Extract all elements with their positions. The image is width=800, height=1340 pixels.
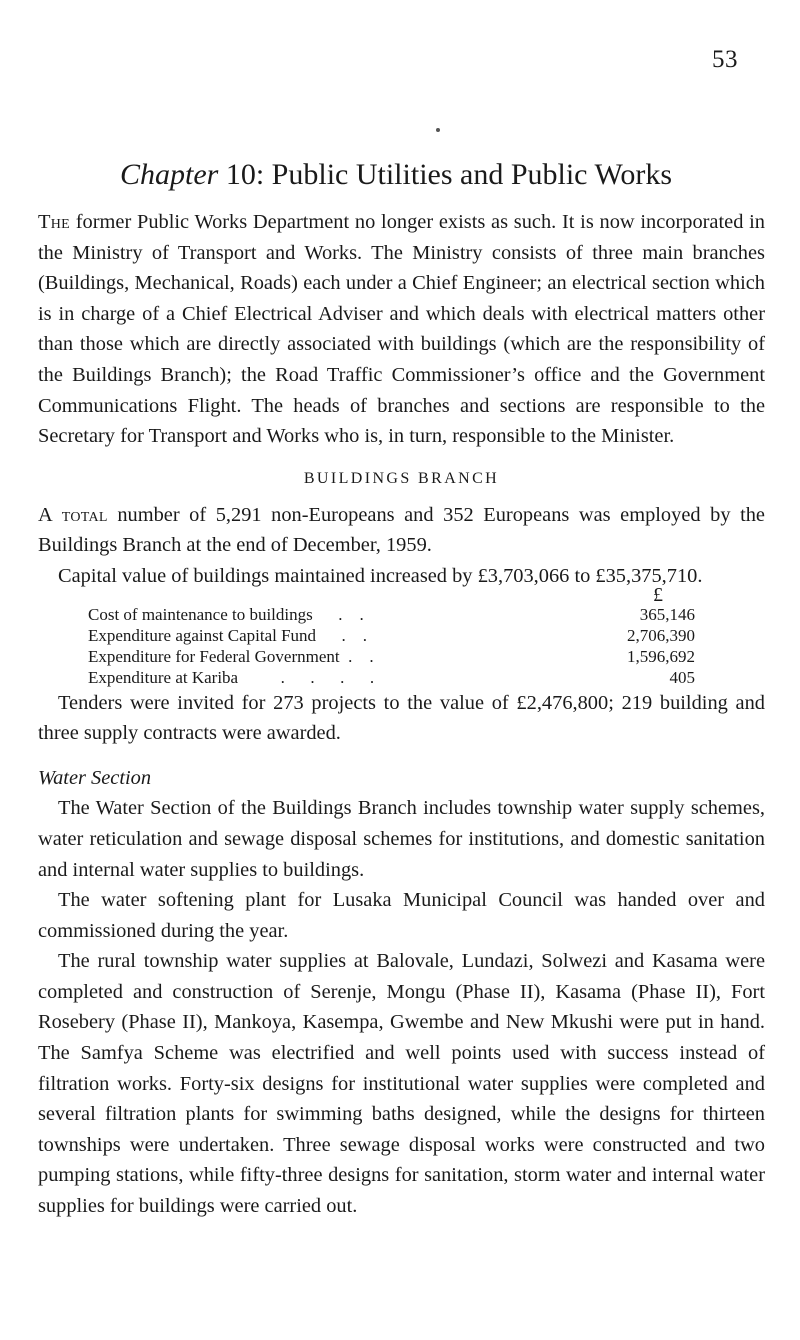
table-row-amount: 365,146 (639, 604, 695, 624)
table-row (88, 667, 695, 688)
table-row-amount: 405 (669, 667, 695, 687)
water-paragraph-2: The water softening plant for Lusaka Municipal Council was handed over and commissioned during the year. (38, 889, 765, 942)
buildings-lead: A total (38, 503, 108, 526)
page-content (38, 207, 765, 1222)
table-row-label: Expenditure at Kariba . . . . (88, 667, 375, 687)
table-row (88, 646, 695, 667)
chapter-number-title: 10: Public Utilities and Public Works (218, 158, 673, 191)
table-row-label: Expenditure against Capital Fund . . (88, 625, 368, 645)
buildings-text: number of 5,291 non-Europeans and 352 Europeans was employed by the Buildings Branch at the end of December, 1959. (38, 503, 765, 557)
page-number: 53 (712, 46, 738, 73)
buildings-paragraph-2: Capital value of buildings maintained increased by £3,703,066 to £35,375,710. (58, 564, 703, 587)
decorative-dot (436, 128, 440, 132)
buildings-paragraph-1 (38, 500, 765, 561)
table-row-amount: 2,706,390 (627, 625, 695, 645)
expenditure-table (38, 583, 695, 688)
chapter-prefix: Chapter (120, 158, 219, 191)
table-row-amount: 1,596,692 (627, 646, 695, 666)
currency-symbol: £ (653, 583, 663, 606)
table-row-label: Expenditure for Federal Government . . (88, 646, 374, 666)
intro-paragraph (38, 207, 765, 452)
intro-text: former Public Works Department no longer exists as such. It is now incorporated in the Ministry of Transport and Works. The Ministry consists of three main branches (Buildings, Mechanical, Roads) each under a Chief Engineer; an electrical section which is in charge of a Chief Electrical Adviser and which deals with electrical matters other than those which are directly associated with buildings (which are the responsibility of the Buildings Branch); the Road Traffic Commissioner’s office and the Government Communications Flight. The heads of branches and sections are responsible to the Secretary for Transport and Works who is, in turn, responsible to the Minister. (38, 211, 765, 448)
water-paragraph-1: The Water Section of the Buildings Branch includes township water supply schemes, water reticulation and sewage disposal schemes for institutions, and domestic sanitation and internal water supplies to buildings. (38, 797, 765, 881)
water-paragraph-3: The rural township water supplies at Balovale, Lundazi, Solwezi and Kasama were completed and construction of Serenje, Mongu (Phase II), Kasama (Phase II), Fort Rosebery (Phase II), Mankoya, Kasempa, Gwembe and New Mkushi were put in hand. The Samfya Scheme was electrified and well points used with success instead of filtration works. Forty-six designs for institutional water supplies were completed and several filtration plants for swimming baths designed, while the designs for thirteen townships were undertaken. Three sewage disposal works were constructed and two pumping stations, while fifty-three designs for sanitation, storm water and internal water supplies for buildings were carried out. (38, 950, 765, 1218)
buildings-paragraph-3: Tenders were invited for 273 projects to the value of £2,476,800; 219 building and three supply contracts were awarded. (38, 691, 765, 745)
chapter-title (120, 158, 672, 192)
table-row (88, 604, 695, 625)
intro-lead: The (38, 211, 71, 233)
table-row-label: Cost of maintenance to buildings . . (88, 604, 364, 624)
section-heading-buildings-branch: BUILDINGS BRANCH (303, 469, 500, 487)
section-heading-water-section: Water Section (38, 766, 152, 789)
table-row (88, 625, 695, 646)
